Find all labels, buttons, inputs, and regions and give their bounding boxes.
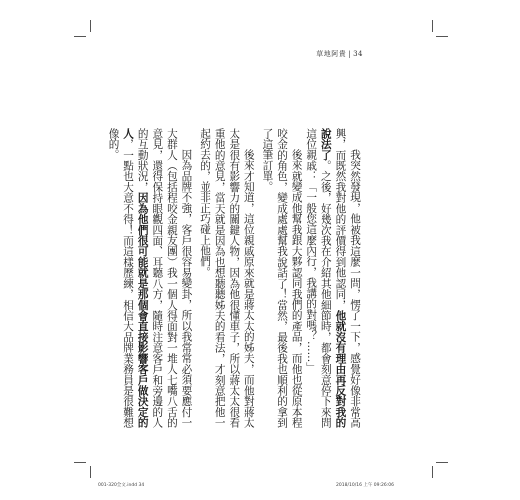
paragraph [260, 128, 304, 428]
emphasized-text: 他就沒有理由再反對我的說法了 [319, 128, 347, 428]
crop-mark-top-left-h [74, 36, 86, 37]
paragraph [304, 128, 362, 428]
header-separator: | [348, 50, 352, 58]
paragraph-text: 。之後，好幾次我在介紹其他細節時，都會刻意停下來問這位親戚：「一般您這麼內行，我講的對嗎？……」 [305, 128, 332, 429]
footer-timestamp: 2018/10/16 上午 09:26:06 [336, 483, 395, 488]
crop-mark-bottom-right [432, 466, 433, 478]
paragraph-text: 因為品牌不強，客戶很容易變卦，所以我常常必須要應付一大群人（包括程咬金親友團）我一個人得面對一堆人七嘴八舌的意見，還得保持眼觀四面、耳聽八方，隨時注意客戶和旁邊的人的互動狀況， [136, 128, 193, 428]
paragraph-text: 後來就變成他幫我跟大夥認同我們的產品，而他也從原本程咬金的角色，變成處處幫我說話了！當然，最後我也順利的拿到了這筆訂單。 [261, 128, 303, 428]
footer-file-info: 001-320全文.indd 34 [98, 483, 145, 488]
crop-mark-bottom-right-h [436, 462, 448, 463]
page-number: 34 [353, 50, 363, 58]
crop-mark-top-left [90, 20, 91, 32]
paragraph-text: 後來才知道，這位親戚原來就是蔣太太的姊夫，而他對蔣太太是很有影響力的關鍵人物，因為他很懂車子，所以蔣太太很看重他的意見，當天就是因為也想聽聽姊夫的看法，才刻意把他一起約去的，並非正巧碰上他們。 [199, 128, 255, 428]
crop-mark-top-right [432, 20, 433, 32]
paragraph [197, 128, 255, 428]
running-header [316, 49, 363, 59]
crop-mark-bottom-left-h [74, 462, 86, 463]
crop-mark-top-right-h [436, 36, 448, 37]
paragraph [106, 128, 194, 428]
header-title: 草地阿貴 [316, 50, 347, 58]
body-text [102, 128, 362, 428]
emphasized-text: 因為他們很可能就是那個會直接影響客戶做決定的人 [122, 128, 149, 428]
crop-mark-bottom-left [90, 466, 91, 478]
paragraph-text: ，一點也大意不得！而這樣歷練，相信大品牌業務員是很難想像的。 [107, 128, 135, 428]
paragraph-text: 我突然發現，他被我這麼一問，愣了一下，感覺好像非常高興，而既然我對他的評價得到他認同， [334, 128, 361, 428]
